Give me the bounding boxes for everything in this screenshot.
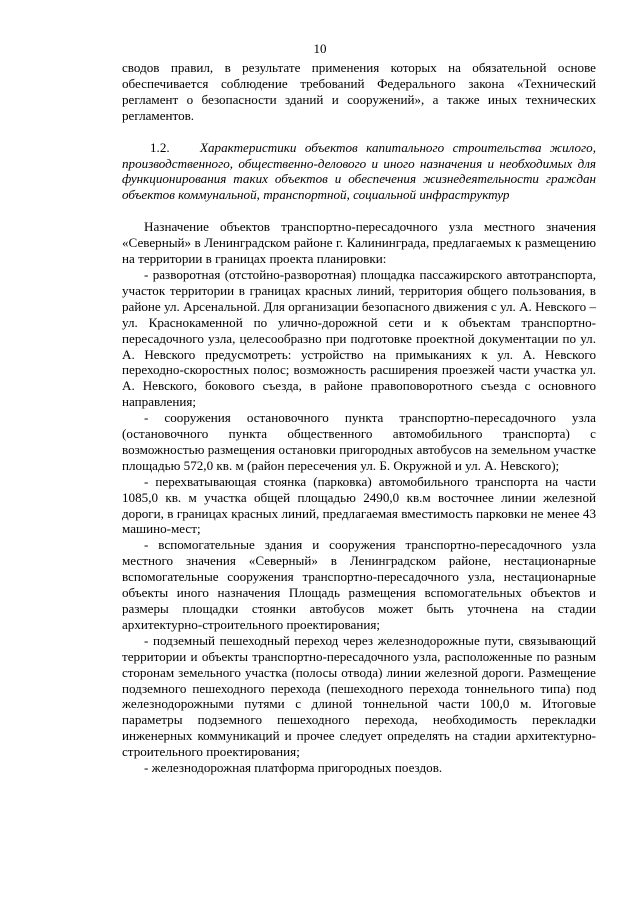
document-body bbox=[122, 60, 596, 776]
intro-paragraph: Назначение объектов транспортно-пересадочного узла местного значения «Северный» в Ленинградском районе г. Калининграда, предлагаемых к размещению на территории в границах проекта планировки: bbox=[122, 219, 596, 267]
list-item: - перехватывающая стоянка (парковка) автомобильного транспорта на части 1085,0 кв. м участка общей площадью 2490,0 кв.м восточнее линии железной дороги, в границах красных линий, предлагаемая вместимость парковки не менее 43 машино-мест; bbox=[122, 473, 596, 537]
list-item: - железнодорожная платформа пригородных поездов. bbox=[144, 760, 443, 776]
list-item: - вспомогательные здания и сооружения транспортно-пересадочного узла местного значения «Северный» в Ленинградском районе, нестационарные вспомогательные сооружения транспортно-пересадочного узла, нестационарные объекты иного назначения Площадь размещения вспомогательных объектов и размеры площадки стоянки автобусов может быть уточнена на стадии архитектурно-строительного проектирования; bbox=[122, 537, 596, 632]
section-number: 1.2. bbox=[150, 139, 170, 155]
list-item: - сооружения остановочного пункта транспортно-пересадочного узла (остановочного пункта общественного автомобильного транспорта) с возможностью размещения остановки пригородных автобусов на земельном участке площадью 572,0 кв. м (район пересечения ул. Б. Окружной и ул. А. Невского); bbox=[122, 410, 596, 473]
page-number: 10 bbox=[313, 41, 327, 56]
section-title: Характеристики объектов капитального строительства жилого, производственного, общественно-делового и иного назначения и необходимых для функционирования таких объектов и обеспечения жизнедеятельности граждан объектов коммунальной, транспортной, социальной инфраструктур bbox=[122, 139, 596, 203]
paragraph-continuation: сводов правил, в результате применения которых на обязательной основе обеспечивается соблюдение требований Федерального закона «Технический регламент о безопасности зданий и сооружений», а также иных технических регламентов. bbox=[122, 60, 596, 123]
list-item: - разворотная (отстойно-разворотная) площадка пассажирского автотранспорта, участок территории в границах красных линий, территория общего пользования, в районе ул. Арсенальной. Для организации безопасного движения с ул. А. Невского – ул. Краснокаменной по улично-дорожной сети и к объектам транспортно-пересадочного узла, целесообразно при подготовке проектной документации по ул. А. Невского предусмотреть: устройство на примыканиях к ул. А. Невского переходно-скоростных полос; возможность расширения проезжей части участка ул. А. Невского, бокового съезда, в районе правоповоротного съезда с основного направления; bbox=[122, 266, 596, 410]
section-heading bbox=[122, 140, 596, 204]
list-item: - подземный пешеходный переход через железнодорожные пути, связывающий территории и объекты транспортно-пересадочного узла, расположенные по разным сторонам земельного участка (полосы отвода) линии железной дороги. Размещение подземного пешеходного перехода (пешеходного перехода тоннельного типа) под железнодорожными путями с длиной тоннельной части 100,0 м. Итоговые параметры подземного пешеходного перехода, необходимость перекладки инженерных коммуникаций и прочее следует определять на стадии архитектурно-строительного проектирования; bbox=[122, 632, 596, 760]
